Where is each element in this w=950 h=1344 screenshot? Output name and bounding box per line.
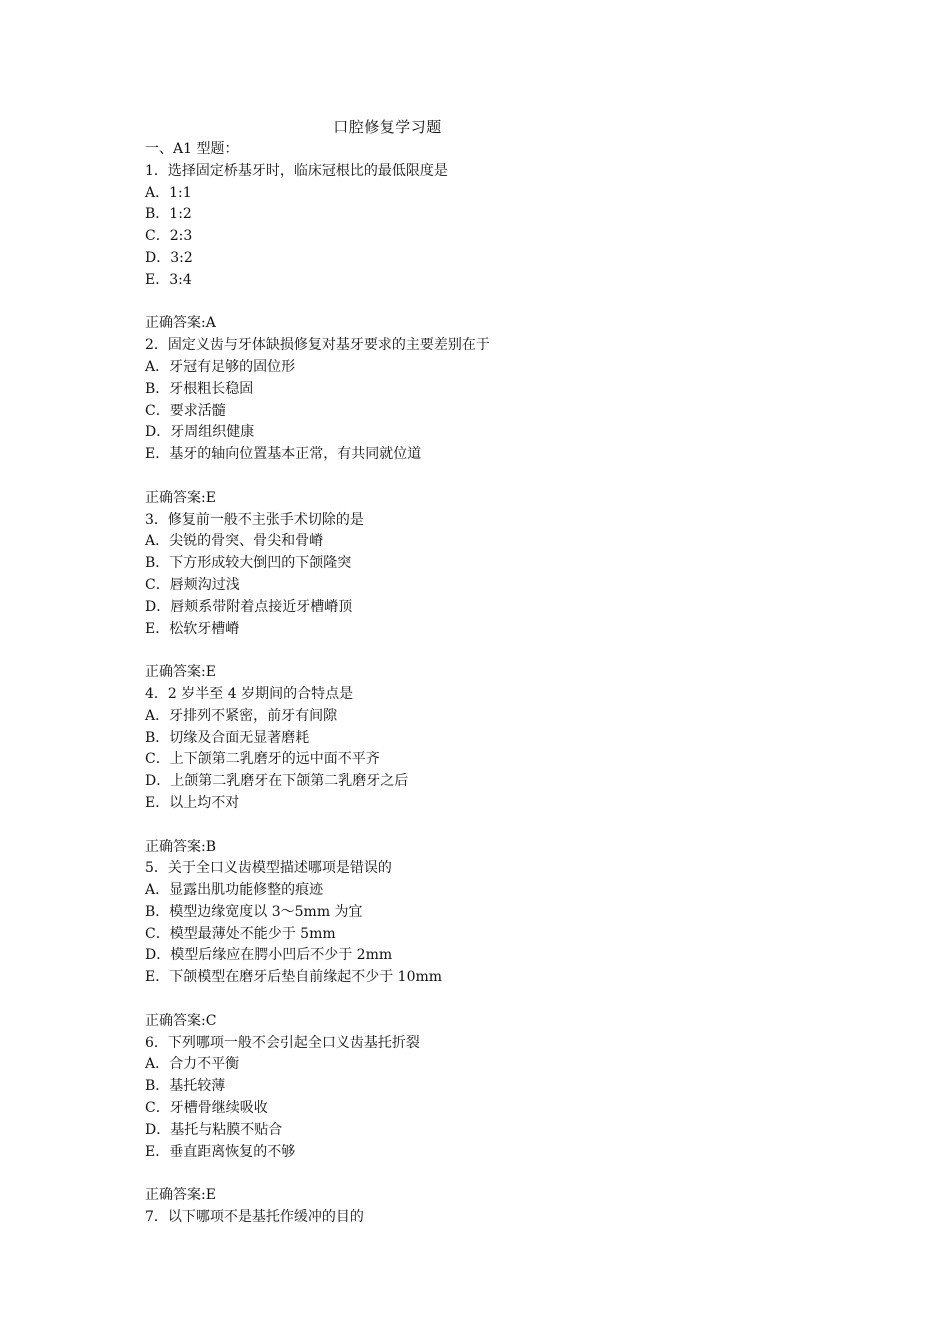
answer-option: E．基牙的轴向位置基本正常，有共同就位道 <box>145 446 422 463</box>
question-block <box>145 510 845 684</box>
questions-container <box>145 161 845 1229</box>
answer-option: E．垂直距离恢复的不够 <box>145 1143 296 1160</box>
answer-option: C．2:3 <box>145 228 193 245</box>
question-list <box>145 139 845 1229</box>
answer-option: D．唇颊系带附着点接近牙槽嵴顶 <box>145 598 353 615</box>
page-title: 口腔修复学习题 <box>333 118 442 136</box>
question-stem: 6．下列哪项一般不会引起全口义齿基托折裂 <box>145 1034 420 1051</box>
answer-option: A．合力不平衡 <box>145 1056 240 1073</box>
spacer <box>145 1163 845 1185</box>
answer-option: D．基托与粘膜不贴合 <box>145 1121 283 1138</box>
answer-option: B．模型边缘宽度以 3～5mm 为宜 <box>145 903 363 920</box>
answer-option: E．以上均不对 <box>145 794 240 811</box>
correct-answer: 正确答案:E <box>145 489 216 506</box>
answer-option: C．要求活髓 <box>145 402 226 419</box>
answer-option: A．牙排列不紧密，前牙有间隙 <box>145 707 338 724</box>
question-block <box>145 684 845 858</box>
answer-option: D．上颌第二乳磨牙在下颌第二乳磨牙之后 <box>145 773 409 790</box>
answer-option: B．切缘及合面无显著磨耗 <box>145 729 310 746</box>
answer-option: C．模型最薄处不能少于 5mm <box>145 925 336 942</box>
question-block <box>145 335 845 509</box>
question-block <box>145 858 845 1032</box>
question-stem: 4．2 岁半至 4 岁期间的合特点是 <box>145 685 354 702</box>
answer-option: A．尖锐的骨突、骨尖和骨嵴 <box>145 533 324 550</box>
question-block <box>145 1207 845 1229</box>
spacer <box>145 815 845 837</box>
question-stem: 1．选择固定桥基牙时，临床冠根比的最低限度是 <box>145 162 448 179</box>
question-stem: 5．关于全口义齿模型描述哪项是错误的 <box>145 860 392 877</box>
answer-option: C．牙槽骨继续吸收 <box>145 1100 268 1117</box>
answer-option: B．1:2 <box>145 206 192 223</box>
question-stem: 2．固定义齿与牙体缺损修复对基牙要求的主要差别在于 <box>145 337 490 354</box>
spacer <box>145 466 845 488</box>
question-block <box>145 1033 845 1207</box>
answer-option: D．模型后缘应在腭小凹后不少于 2mm <box>145 947 393 964</box>
answer-option: C．上下颌第二乳磨牙的远中面不平齐 <box>145 751 380 768</box>
answer-option: A．牙冠有足够的固位形 <box>145 358 296 375</box>
answer-option: B．下方形成较大倒凹的下颌隆突 <box>145 555 352 572</box>
correct-answer: 正确答案:B <box>145 838 217 855</box>
answer-option: A．1:1 <box>145 184 192 201</box>
question-stem: 7．以下哪项不是基托作缓冲的目的 <box>145 1209 364 1226</box>
question-stem: 3．修复前一般不主张手术切除的是 <box>145 511 364 528</box>
correct-answer: 正确答案:A <box>145 315 216 332</box>
correct-answer: 正确答案:E <box>145 664 216 681</box>
answer-option: A．显露出肌功能修整的痕迹 <box>145 882 324 899</box>
correct-answer: 正确答案:E <box>145 1187 216 1204</box>
question-block <box>145 161 845 335</box>
answer-option: E．3:4 <box>145 271 192 288</box>
spacer <box>145 292 845 314</box>
answer-option: E．下颌模型在磨牙后垫自前缘起不少于 10mm <box>145 969 443 986</box>
answer-option: B．基托较薄 <box>145 1078 226 1095</box>
correct-answer: 正确答案:C <box>145 1012 217 1029</box>
answer-option: C．唇颊沟过浅 <box>145 576 240 593</box>
spacer <box>145 989 845 1011</box>
answer-option: D．牙周组织健康 <box>145 424 255 441</box>
answer-option: D．3:2 <box>145 249 193 266</box>
answer-option: E．松软牙槽嵴 <box>145 620 240 637</box>
spacer <box>145 640 845 662</box>
answer-option: B．牙根粗长稳固 <box>145 380 254 397</box>
section-heading: 一、A1 型题： <box>145 141 239 157</box>
